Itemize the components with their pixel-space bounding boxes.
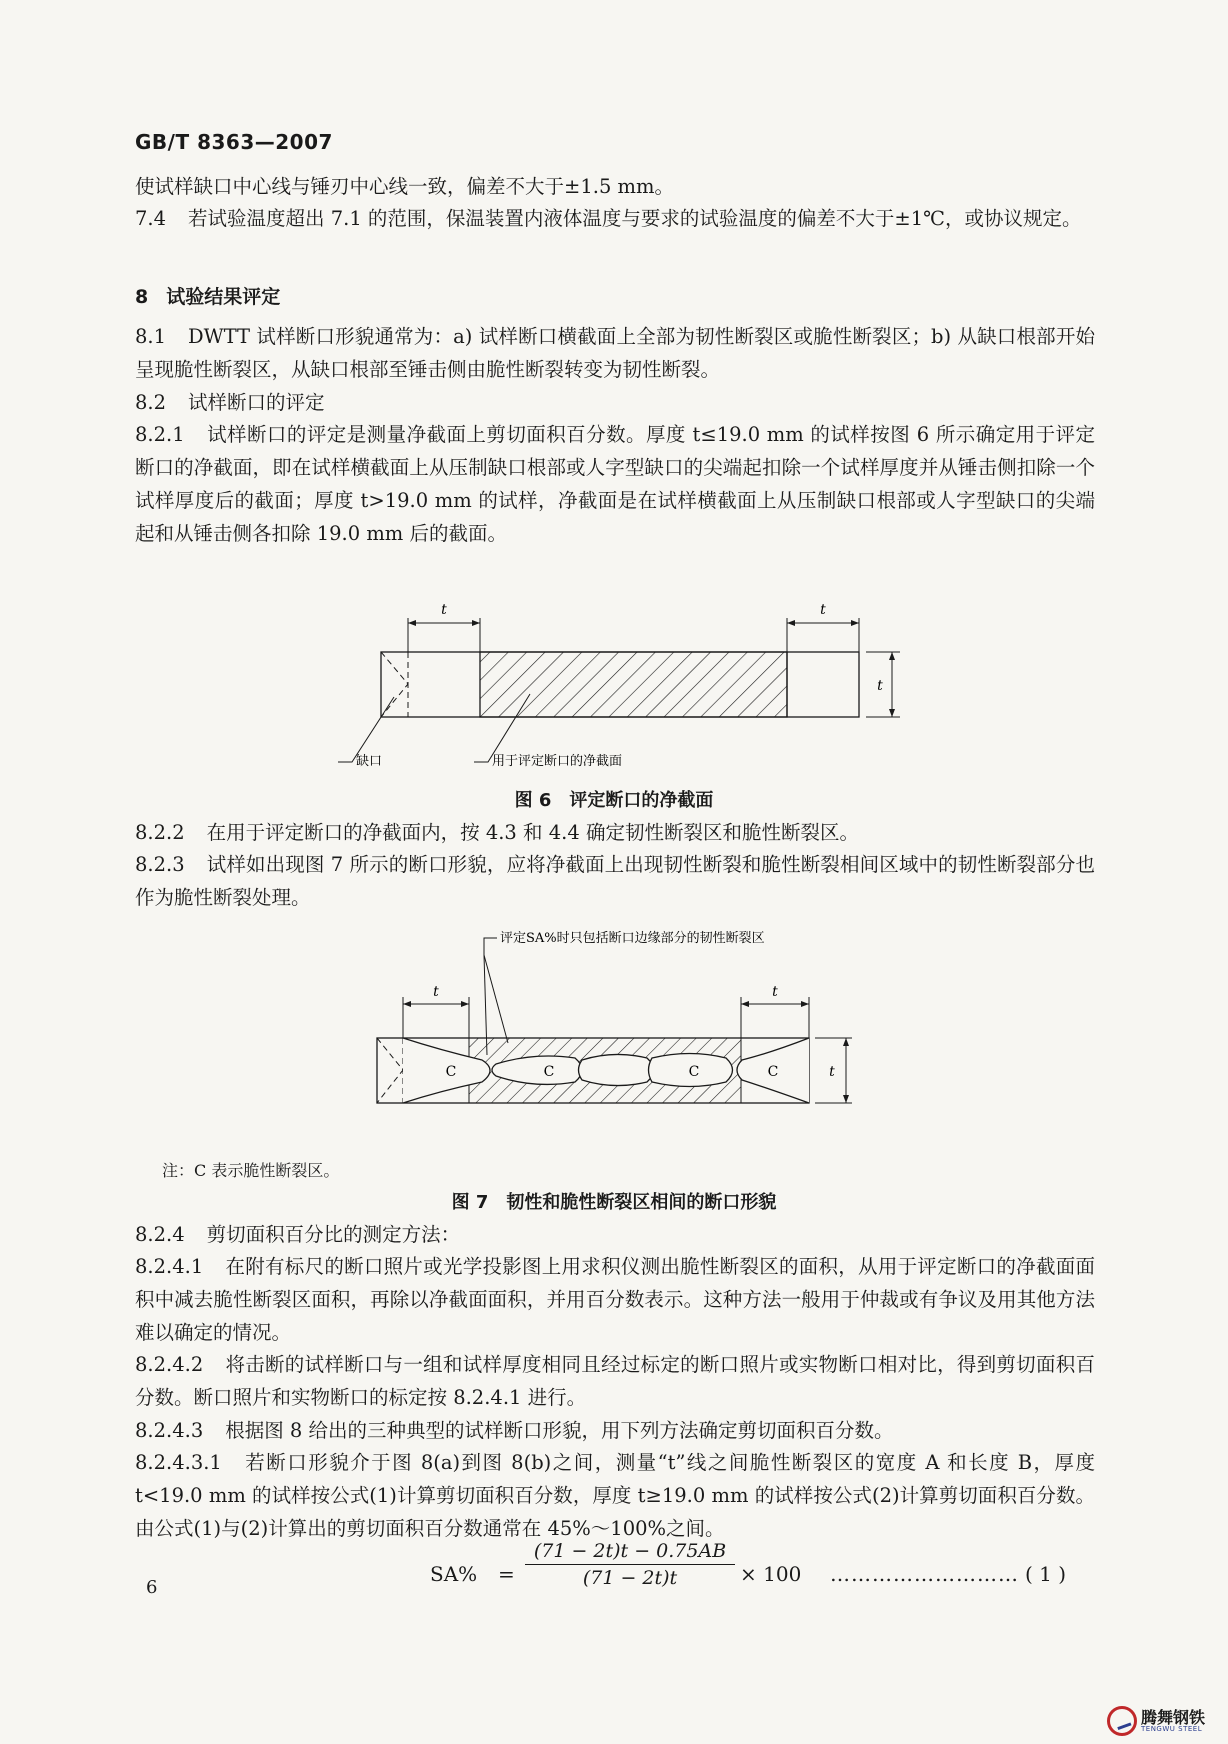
paragraph-7-4: [135, 202, 1095, 235]
figure-7-diagram: [0, 925, 1228, 1115]
section-heading-8: [135, 282, 280, 309]
paragraph-8-2-4-1: [135, 1250, 1095, 1349]
formula-leader-dots: ………………………: [830, 1562, 1019, 1586]
clause-text: 试样断口的评定是测量净截面上剪切面积百分数。厚度 t≤19.0 mm 的试样按图 6 所示确定用于评定断口的净截面，即在试样横截面上从压制缺口根部或人字型缺口的尖端起扣除一个试样厚度并从锤击侧扣除一个试样厚度后的截面；厚度 t>19.0 mm 的试样，净截面是在试样横截面上从压制缺口根部或人字型缺口的尖端起和从锤击侧各扣除 19.0 mm 后的截面。: [135, 423, 1095, 545]
formula-equals: =: [498, 1562, 515, 1586]
standard-code: GB/T 8363—2007: [135, 130, 333, 154]
fig7-top-label: 评定SA%时只包括断口边缘部分的韧性断裂区: [500, 931, 765, 946]
clause-number: 8.2.2: [135, 821, 185, 844]
paragraph-8-2-4-3-1: [135, 1446, 1095, 1545]
fig7-brittle-label-4: C: [767, 1064, 779, 1080]
paragraph-8-2-4-3: [135, 1414, 1095, 1447]
clause-text: 将击断的试样断口与一组和试样厚度相同且经过标定的断口照片或实物断口相对比，得到剪切面积百分数。断口照片和实物断口的标定按 8.2.4.1 进行。: [135, 1353, 1095, 1409]
clause-number: 8.2.4.1: [135, 1255, 204, 1278]
fig7-brittle-label-2: C: [543, 1064, 555, 1080]
formula-1: [430, 1540, 1090, 1610]
paragraph-8-1: [135, 320, 1095, 386]
formula-multiplier: × 100: [740, 1562, 802, 1586]
clause-text: 若断口形貌介于图 8(a)到图 8(b)之间，测量“t”线之间脆性断裂区的宽度 A 和长度 B，厚度 t<19.0 mm 的试样按公式(1)计算剪切面积百分数，厚度 t≥19.0 mm 的试样按公式(2)计算剪切面积百分数。由公式(1)与(2)计算出的剪切面积百分数通常在 45%～100%之间。: [135, 1451, 1095, 1540]
clause-number: 8.1: [135, 325, 167, 348]
clause-text: 试样如出现图 7 所示的断口形貌，应将净截面上出现韧性断裂和脆性断裂相间区域中的韧性断裂部分也作为脆性断裂处理。: [135, 853, 1095, 909]
fraction-bar: [525, 1564, 735, 1565]
watermark-logo: [1107, 1706, 1205, 1736]
fig7-thickness-label: t: [829, 1064, 835, 1080]
formula-numerator: (71 − 2t)t − 0.75AB: [533, 1540, 727, 1562]
clause-text: DWTT 试样断口形貌通常为：a) 试样断口横截面上全部为韧性断裂区或脆性断裂区；b) 从缺口根部开始呈现脆性断裂区，从缺口根部至锤击侧由脆性断裂转变为韧性断裂。: [135, 325, 1095, 381]
clause-text: 在用于评定断口的净截面内，按 4.3 和 4.4 确定韧性断裂区和脆性断裂区。: [206, 821, 859, 844]
figure-number: 图 7: [451, 1192, 489, 1213]
figure-title: 韧性和脆性断裂区相间的断口形貌: [506, 1192, 777, 1213]
figure-7-caption: [0, 1188, 1228, 1214]
clause-text: 在附有标尺的断口照片或光学投影图上用求积仪测出脆性断裂区的面积，从用于评定断口的净截面面积中减去脆性断裂区面积，再除以净截面面积，并用百分数表示。这种方法一般用于仲裁或有争议及用其他方法难以确定的情况。: [135, 1255, 1095, 1344]
paragraph-8-2: [135, 386, 1095, 419]
fig6-thickness-label: t: [877, 678, 883, 694]
logo-en: TENGWU STEEL: [1141, 1724, 1203, 1733]
formula-fraction: [525, 1540, 735, 1589]
clause-number: 8.2.4.2: [135, 1353, 204, 1376]
fig6-notch-label: 缺口: [356, 754, 383, 769]
formula-number: ( 1 ): [1025, 1562, 1067, 1586]
fig7-t-label-left: t: [433, 984, 439, 1000]
section-title: 试验结果评定: [166, 286, 281, 308]
clause-text: 剪切面积百分比的测定方法：: [206, 1223, 461, 1246]
clause-number: 8.2.4.3.1: [135, 1451, 222, 1474]
logo-cn: 腾舞钢铁: [1141, 1707, 1206, 1727]
figure-6-caption: [0, 786, 1228, 812]
clause-number: 8.2.4: [135, 1223, 185, 1246]
formula-denominator: (71 − 2t)t: [582, 1567, 678, 1589]
paragraph-continuation: 使试样缺口中心线与锤刃中心线一致，偏差不大于±1.5 mm。: [135, 175, 675, 198]
figure-7-note: 注：C 表示脆性断裂区。: [162, 1161, 340, 1180]
fig6-t-label-left: t: [441, 602, 447, 618]
figure-number: 图 6: [514, 790, 552, 811]
logo-mark-icon: [1107, 1706, 1137, 1736]
clause-text: 若试验温度超出 7.1 的范围，保温装置内液体温度与要求的试验温度的偏差不大于±1℃，或协议规定。: [188, 207, 1082, 230]
fig6-t-label-right: t: [820, 602, 826, 618]
paragraph-8-2-2: [135, 816, 1095, 849]
page-number: 6: [146, 1577, 158, 1598]
paragraph-8-2-4-2: [135, 1348, 1095, 1414]
fig7-t-label-right: t: [772, 984, 778, 1000]
clause-number: 8.2: [135, 391, 167, 414]
figure-6-diagram: [0, 590, 1228, 780]
paragraph-8-2-1: [135, 418, 1095, 550]
fig7-brittle-label-3: C: [688, 1064, 700, 1080]
fig7-brittle-label-1: C: [445, 1064, 457, 1080]
formula-lhs: SA%: [430, 1562, 478, 1586]
paragraph-8-2-4: [135, 1218, 1095, 1251]
clause-number: 8.2.3: [135, 853, 185, 876]
clause-number: 7.4: [135, 207, 167, 230]
fig6-net-section-label: 用于评定断口的净截面: [492, 754, 623, 769]
logo-text: [1141, 1707, 1206, 1733]
clause-number: 8.2.1: [135, 423, 185, 446]
section-number: 8: [135, 286, 149, 308]
figure-title: 评定断口的净截面: [569, 790, 714, 811]
paragraph-8-2-3: [135, 848, 1095, 914]
clause-text: 试样断口的评定: [188, 391, 325, 414]
clause-text: 根据图 8 给出的三种典型的试样断口形貌，用下列方法确定剪切面积百分数。: [225, 1419, 894, 1442]
clause-number: 8.2.4.3: [135, 1419, 204, 1442]
